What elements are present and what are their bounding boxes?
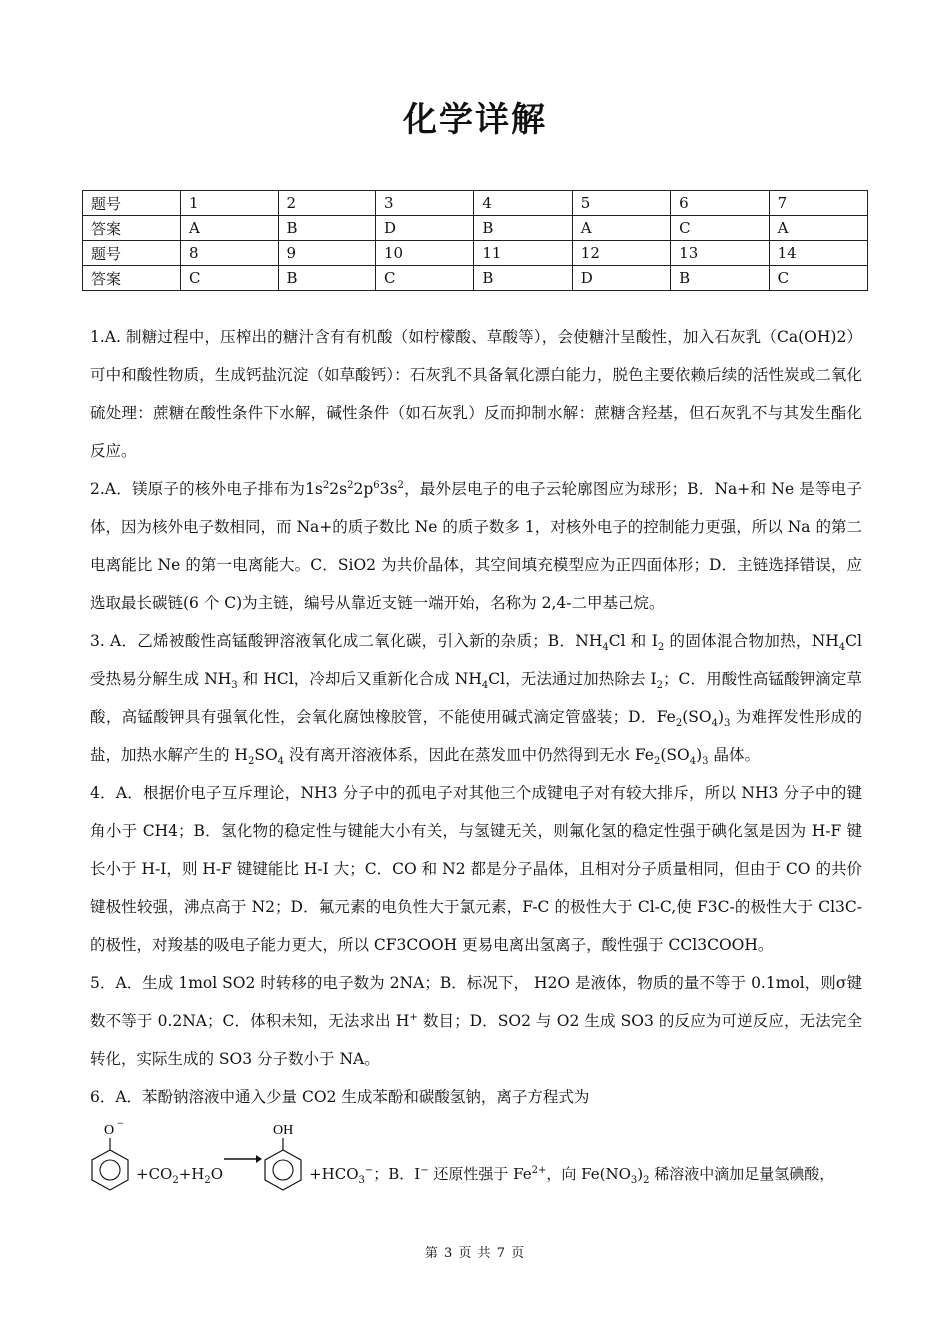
table-cell: 10 [376, 241, 474, 266]
phenoxide-structure [90, 1118, 136, 1200]
explanation-q6: 6．A．苯酚钠溶液中通入少量 CO2 生成苯酚和碳酸氢钠，离子方程式为 [90, 1088, 590, 1106]
table-row [83, 266, 868, 291]
table-row-header: 题号 [83, 191, 181, 216]
phenoxide-oxygen-label: O [104, 1123, 115, 1138]
explanation-q2: 2.A．镁原子的核外电子排布为$1s^22s^22p^63s^2$，最外层电子的电子云轮廓图应为球形；B．Na+和 Ne 是等电子体，因为核外电子数相同，而 Na+的质子数比 Ne 的质子数多 1，对核外电子的控制能力更强，所以 Na 的第二电离能比 Ne 的第一电离能大。C．SiO2 为共价晶体，其空间填充模型应为正四面体形；D．主链选择错误，应选取最长碳链(6 个 C)为主链，编号从靠近支链一端开始，名称为 2,4-二甲基己烷。 [90, 479, 862, 612]
explanation-q3: 3. A．乙烯被酸性高锰酸钾溶液氧化成二氧化碳，引入新的杂质；B．$NH_4Cl$ 和 $I_2$ 的固体混合物加热，$NH_4Cl$ 受热易分解生成 $NH_3$ 和 HCl，冷却后又重新化合成 $NH_4Cl$，无法通过加热除去 $I_2$；C．用酸性高锰酸钾滴定草酸，高锰酸钾具有强氧化性，会氧化腐蚀橡胶管，不能使用碱式滴定管盛装；D．$Fe_2(SO_4)_3$ 为难挥发性形成的盐，加热水解产生的 $H_2SO_4$ 没有离开溶液体系，因此在蒸发皿中仍然得到无水 $Fe_2(SO_4)_3$ 晶体。 [90, 632, 862, 768]
table-cell: 8 [180, 241, 278, 266]
explanation-q5: 5．A．生成 1mol SO2 时转移的电子数为 2NA；B．标况下， H2O 是液体，物质的量不等于 0.1mol，则σ键数不等于 0.2NA；C．体积未知，无法求出 H+ 数目；D．SO2 与 O2 生成 SO3 的反应为可逆反应，无法完全转化，实际生成的 SO3 分子数小于 NA。 [90, 974, 863, 1068]
table-row-header: 答案 [83, 266, 181, 291]
electron-configuration: $1s^22s^22p^63s^2$ [305, 479, 404, 498]
table-cell: D [572, 266, 670, 291]
table-cell: B [278, 216, 376, 241]
table-cell: 4 [474, 191, 572, 216]
table-cell: 1 [180, 191, 278, 216]
table-cell: A [572, 216, 670, 241]
reaction-arrow-icon [223, 1140, 263, 1200]
explanations [90, 318, 862, 1200]
explanation-q1: 1.A. 制糖过程中，压榨出的糖汁含有有机酸（如柠檬酸、草酸等），会使糖汁呈酸性，加入石灰乳（Ca(OH)2）可中和酸性物质，生成钙盐沉淀（如草酸钙）：石灰乳不具备氧化漂白能力，脱色主要依赖后续的活性炭或二氧化硫处理：蔗糖在酸性条件下水解，碱性条件（如石灰乳）反而抑制水解：蔗糖含羟基，但石灰乳不与其发生酯化反应。 [90, 328, 862, 460]
table-cell: 2 [278, 191, 376, 216]
table-cell: B [474, 266, 572, 291]
table-cell: B [671, 266, 769, 291]
phenol-structure [263, 1118, 309, 1200]
phenoxide-charge: − [117, 1118, 124, 1130]
table-cell: C [376, 266, 474, 291]
table-cell: 9 [278, 241, 376, 266]
table-cell: 14 [769, 241, 867, 266]
table-cell: C [769, 266, 867, 291]
table-cell: B [278, 266, 376, 291]
table-cell: 11 [474, 241, 572, 266]
reaction-equation: O − $+CO_2+H_2O$ OH $+HCO_3^-$；B．I− 还原性强于 $Fe^{2+}$，向 $Fe(NO_3)_2$ 稀溶液中滴加足量氢碘酸， [90, 1118, 862, 1200]
table-cell: C [180, 266, 278, 291]
table-cell: 12 [572, 241, 670, 266]
table-row [83, 216, 868, 241]
table-cell: B [474, 216, 572, 241]
page-title: 化学详解 [403, 100, 547, 140]
table-cell: A [180, 216, 278, 241]
table-cell: 13 [671, 241, 769, 266]
table-cell: A [769, 216, 867, 241]
table-cell: 5 [572, 191, 670, 216]
table-cell: 6 [671, 191, 769, 216]
page-footer: 第 3 页 共 7 页 [424, 1246, 526, 1261]
table-cell: 3 [376, 191, 474, 216]
table-cell: 7 [769, 191, 867, 216]
table-cell: C [671, 216, 769, 241]
table-row-header: 题号 [83, 241, 181, 266]
table-row [83, 241, 868, 266]
table-cell: D [376, 216, 474, 241]
answer-table [82, 190, 868, 291]
table-row [83, 191, 868, 216]
explanation-q4: 4．A．根据价电子互斥理论，NH3 分子中的孤电子对其他三个成键电子对有较大排斥，所以 NH3 分子中的键角小于 CH4；B．氢化物的稳定性与键能大小有关，与氢键无关，则氟化氢的稳定性强于碘化氢是因为 H-F 键长小于 H-I，则 H-F 键键能比 H-I 大；C．CO 和 N2 都是分子晶体，且相对分子质量相同，但由于 CO 的共价键极性较强，沸点高于 N2；D．氟元素的电负性大于氯元素，F-C 的极性大于 Cl-C,使 F3C-的极性大于 Cl3C-的极性，对羧基的吸电子能力更大，所以 CF3COOH 更易电离出氢离子，酸性强于 CCl3COOH。 [90, 784, 862, 954]
table-row-header: 答案 [83, 216, 181, 241]
phenol-oh-label: OH [273, 1123, 294, 1138]
